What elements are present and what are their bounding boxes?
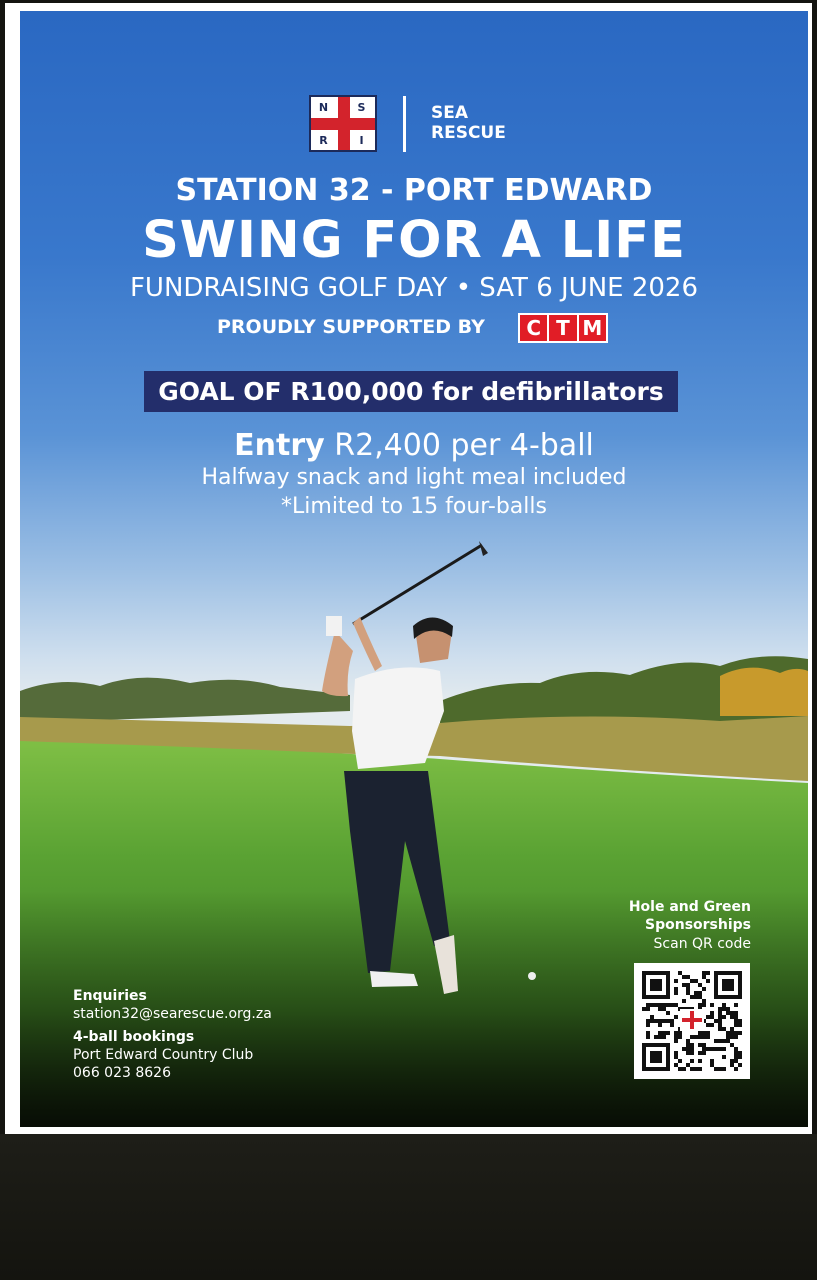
- event-subtitle: FUNDRAISING GOLF DAY • SAT 6 JUNE 2026: [129, 273, 699, 303]
- qr-code[interactable]: [634, 963, 750, 1079]
- flag-letter-r: R: [319, 134, 328, 147]
- supported-by-text: PROUDLY SUPPORTED BY: [217, 316, 485, 338]
- entry-price: R2,400 per 4-ball: [334, 428, 594, 463]
- ctm-letter-m: M: [579, 315, 606, 341]
- sponsorships-line-2: Sponsorships: [645, 917, 751, 933]
- limit-text: *Limited to 15 four-balls: [281, 494, 547, 519]
- entry-label: Entry: [234, 428, 325, 463]
- ctm-letter-t: T: [549, 315, 576, 341]
- enquiries-email[interactable]: station32@searescue.org.za: [73, 1006, 272, 1022]
- bookings-phone[interactable]: 066 023 8626: [73, 1065, 171, 1081]
- station-heading: STATION 32 - PORT EDWARD: [175, 173, 653, 208]
- meal-included-text: Halfway snack and light meal included: [201, 465, 627, 490]
- flag-letter-s: S: [357, 101, 366, 114]
- event-title: SWING FOR A LIFE: [142, 211, 686, 270]
- ctm-letter-c: C: [520, 315, 547, 341]
- wordmark-line-1: SEA: [431, 103, 469, 123]
- entry-line: [20, 428, 808, 463]
- nsri-flag-logo: [309, 95, 377, 152]
- enquiries-label: Enquiries: [73, 988, 147, 1004]
- ctm-sponsor-logo: [518, 313, 608, 343]
- qr-code-icon: [634, 963, 750, 1079]
- poster-frame: [5, 3, 812, 1134]
- logo-divider: [403, 96, 406, 152]
- scan-qr-text: Scan QR code: [653, 936, 751, 952]
- bottom-dark-band: [0, 1134, 817, 1280]
- goal-banner: GOAL OF R100,000 for defibrillators: [144, 371, 678, 412]
- sea-rescue-wordmark: [431, 103, 506, 143]
- bookings-venue: Port Edward Country Club: [73, 1047, 254, 1063]
- bookings-label: 4-ball bookings: [73, 1029, 195, 1045]
- flag-letter-i: I: [359, 134, 364, 147]
- poster: [20, 11, 808, 1127]
- flag-letter-n: N: [318, 101, 329, 114]
- golf-ball: [528, 972, 536, 980]
- wordmark-line-2: RESCUE: [431, 123, 506, 143]
- tree-line: [20, 678, 350, 723]
- sponsorships-line-1: Hole and Green: [628, 899, 751, 915]
